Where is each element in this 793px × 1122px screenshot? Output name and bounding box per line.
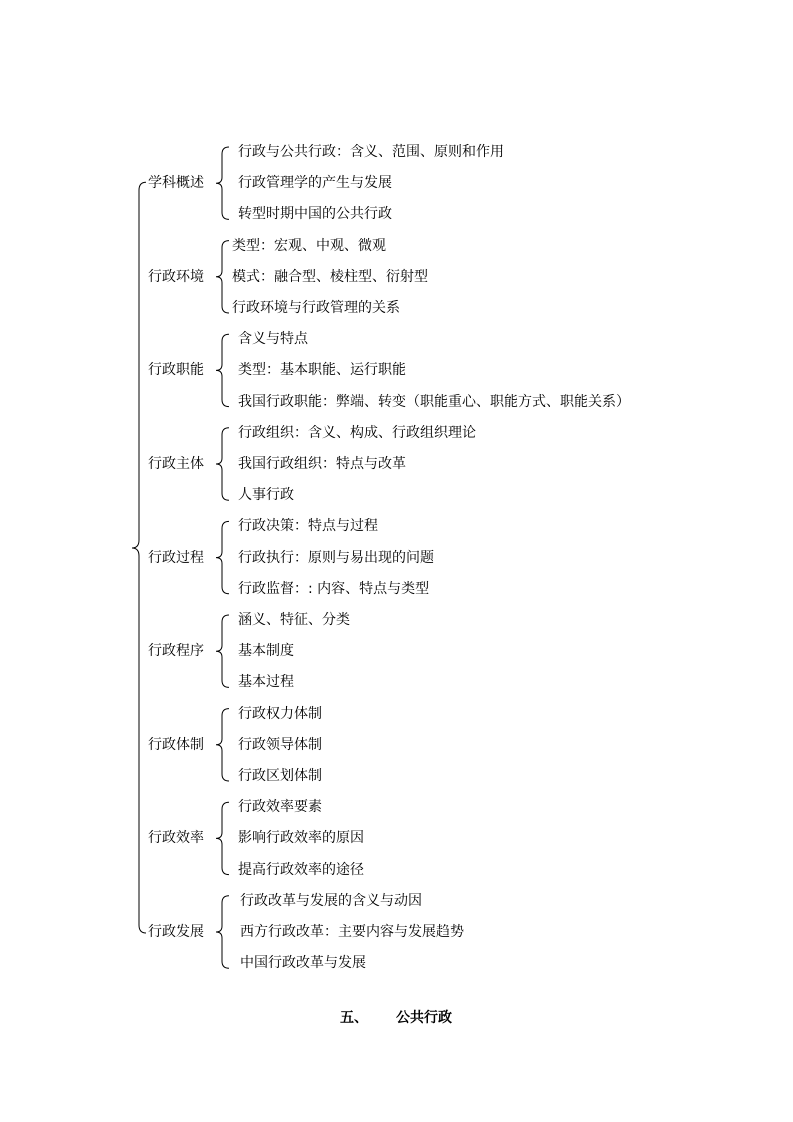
outline-item: 涵义、特征、分类 [238, 612, 350, 628]
outline-item: 中国行政改革与发展 [240, 955, 366, 972]
outline-item: 西方行政改革：主要内容与发展趋势 [240, 924, 464, 940]
outline-item: 我国行政职能：弊端、转变（职能重心、职能方式、职能关系） [238, 393, 630, 410]
category-label: 行政效率 [148, 830, 204, 847]
group-brace [216, 896, 229, 968]
category-label: 行政程序 [148, 643, 204, 660]
outline-item: 类型：基本职能、运行职能 [238, 362, 406, 379]
group-brace [216, 709, 229, 781]
outline-item: 行政监督：: 内容、特点与类型 [238, 580, 430, 597]
group-brace [216, 241, 229, 313]
category-label: 行政体制 [148, 736, 204, 753]
outline-item: 行政领导体制 [238, 736, 322, 753]
category-label: 行政职能 [148, 362, 204, 379]
section-title: 公共行政 [396, 1010, 452, 1026]
outline-item: 行政权力体制 [238, 705, 322, 722]
group-brace [216, 802, 229, 874]
group-brace [216, 615, 229, 687]
group-brace [216, 428, 229, 500]
outline-item: 行政管理学的产生与发展 [238, 175, 392, 192]
group-brace [216, 147, 229, 219]
section-number: 五、 [340, 1010, 368, 1026]
category-label: 行政过程 [148, 549, 204, 566]
outline-item: 人事行政 [238, 487, 294, 504]
outline-item: 行政组织：含义、构成、行政组织理论 [238, 424, 476, 441]
outline-item: 行政改革与发展的含义与动因 [240, 892, 422, 909]
category-label: 学科概述 [148, 175, 204, 192]
outline-item: 基本过程 [238, 674, 294, 691]
outline-item: 行政环境与行政管理的关系 [232, 300, 400, 316]
outline-item: 我国行政组织：特点与改革 [238, 456, 406, 472]
group-brace [216, 521, 229, 593]
category-label: 行政发展 [148, 924, 204, 940]
outline-item: 行政区划体制 [238, 768, 322, 784]
outline-item: 类型：宏观、中观、微观 [232, 237, 386, 254]
outline-item: 行政与公共行政：含义、范围、原则和作用 [238, 144, 504, 160]
outline-item: 提高行政效率的途径 [238, 861, 364, 878]
outline-item: 行政效率要素 [238, 799, 322, 816]
outline-item: 行政执行：原则与易出现的问题 [238, 549, 434, 566]
outline-item: 转型时期中国的公共行政 [238, 206, 392, 223]
outline-item: 含义与特点 [238, 331, 308, 348]
category-label: 行政环境 [148, 268, 204, 285]
category-label: 行政主体 [148, 456, 204, 472]
outline-item: 行政决策：特点与过程 [238, 518, 378, 535]
outline-item: 模式：融合型、棱柱型、衍射型 [232, 268, 428, 285]
outline-item: 影响行政效率的原因 [238, 830, 364, 847]
outline-item: 基本制度 [238, 643, 294, 660]
main-brace [132, 182, 146, 933]
group-brace [216, 334, 229, 406]
